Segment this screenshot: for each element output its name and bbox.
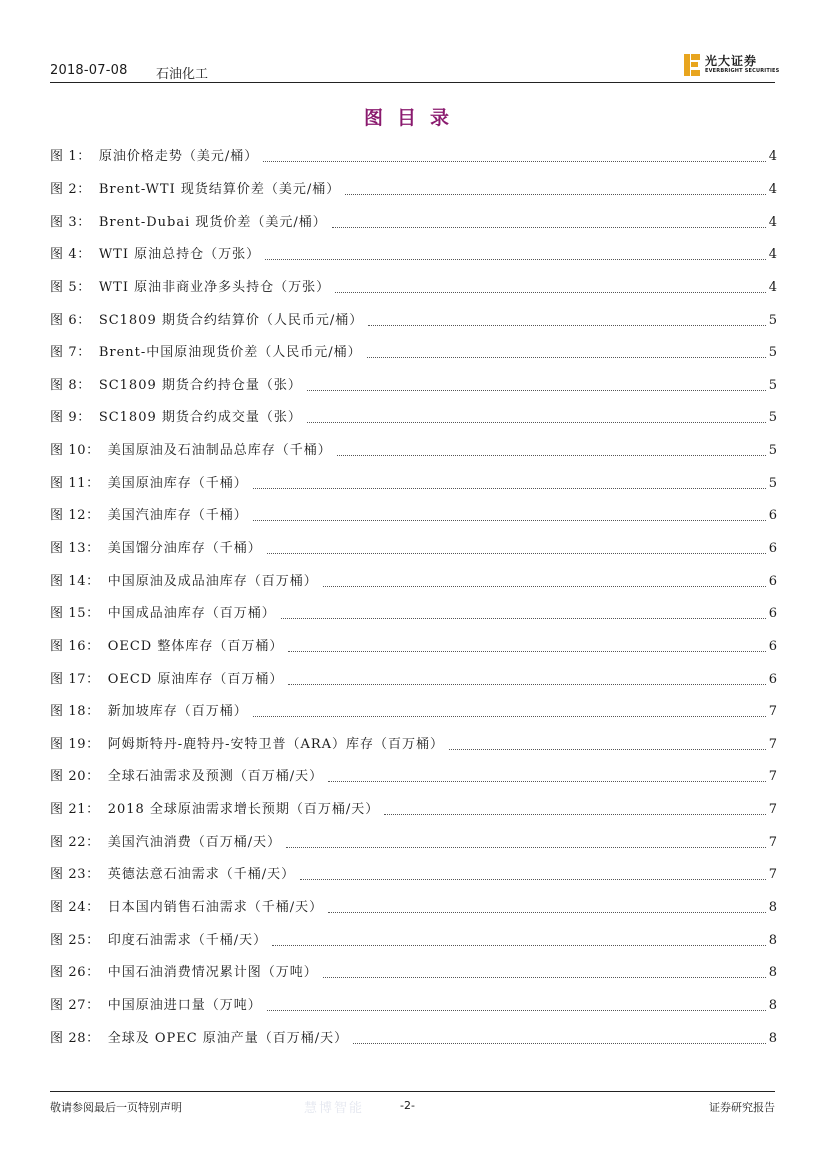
toc-page-number: 4: [768, 279, 777, 295]
toc-figure-number: 图 25：: [50, 932, 100, 948]
toc-dot-leader: [253, 519, 766, 521]
toc-dot-leader: [307, 421, 766, 423]
toc-entry[interactable]: [50, 141, 777, 174]
toc-figure-title: 印度石油需求（千桶/天）: [107, 932, 268, 948]
toc-page-number: 5: [768, 410, 777, 426]
toc-entry[interactable]: [50, 435, 777, 468]
toc-figure-title: 美国原油库存（千桶）: [107, 475, 248, 491]
toc-figure-title: 2018 全球原油需求增长预期（百万桶/天）: [107, 802, 380, 818]
toc-figure-number: 图 28：: [50, 1030, 100, 1046]
toc-dot-leader: [253, 715, 766, 717]
toc-figure-title: Brent-中国原油现货价差（人民币元/桶）: [98, 345, 362, 361]
toc-entry[interactable]: [50, 631, 777, 664]
toc-page-number: 7: [768, 867, 777, 883]
toc-figure-number: 图 5：: [50, 279, 91, 295]
toc-dot-leader: [267, 552, 766, 554]
toc-dot-leader: [345, 193, 765, 195]
toc-entry[interactable]: [50, 174, 777, 207]
toc-figure-title: 原油价格走势（美元/桶）: [98, 149, 259, 165]
toc-dot-leader: [286, 846, 766, 848]
toc-figure-title: OECD 原油库存（百万桶）: [107, 671, 284, 687]
toc-figure-number: 图 16：: [50, 638, 100, 654]
toc-figure-number: 图 14：: [50, 573, 100, 589]
toc-page-number: 7: [768, 769, 777, 785]
page-footer: [50, 1091, 775, 1118]
toc-figure-title: 日本国内销售石油需求（千桶/天）: [107, 900, 324, 916]
toc-figure-title: 美国原油及石油制品总库存（千桶）: [107, 443, 332, 459]
toc-figure-number: 图 2：: [50, 181, 91, 197]
toc-figure-number: 图 10：: [50, 443, 100, 459]
toc-page-number: 5: [768, 443, 777, 459]
toc-page-number: 6: [768, 573, 777, 589]
toc-figure-number: 图 6：: [50, 312, 91, 328]
toc-entry[interactable]: [50, 1022, 777, 1055]
toc-figure-number: 图 1：: [50, 149, 91, 165]
toc-entry[interactable]: [50, 859, 777, 892]
toc-entry[interactable]: [50, 272, 777, 305]
toc-page-number: 5: [768, 345, 777, 361]
page-number: -2-: [400, 1099, 415, 1112]
toc-dot-leader: [328, 911, 766, 913]
toc-dot-leader: [253, 487, 766, 489]
toc-page-number: 8: [768, 932, 777, 948]
toc-page-number: 5: [768, 312, 777, 328]
toc-entry[interactable]: [50, 598, 777, 631]
page-header: [50, 54, 780, 83]
toc-entry[interactable]: [50, 369, 777, 402]
toc-page-number: 4: [768, 149, 777, 165]
toc-entry[interactable]: [50, 990, 777, 1023]
footer-disclaimer: 敬请参阅最后一页特别声明: [50, 1101, 182, 1114]
toc-dot-leader: [265, 258, 766, 260]
logo-english-text: EVERBRIGHT SECURITIES: [705, 68, 780, 74]
toc-figure-title: 全球石油需求及预测（百万桶/天）: [107, 769, 324, 785]
toc-page-number: 5: [768, 377, 777, 393]
toc-figure-title: 中国石油消费情况累计图（万吨）: [107, 965, 318, 981]
toc-entry[interactable]: [50, 729, 777, 762]
toc-figure-title: Brent-Dubai 现货价差（美元/桶）: [98, 214, 327, 230]
toc-figure-number: 图 8：: [50, 377, 91, 393]
toc-entry[interactable]: [50, 794, 777, 827]
toc-page-number: 6: [768, 638, 777, 654]
toc-figure-title: 中国原油进口量（万吨）: [107, 997, 262, 1013]
toc-figure-title: 美国汽油消费（百万桶/天）: [107, 834, 282, 850]
toc-figure-title: Brent-WTI 现货结算价差（美元/桶）: [98, 181, 341, 197]
toc-figure-title: OECD 整体库存（百万桶）: [107, 638, 284, 654]
toc-page-number: 7: [768, 834, 777, 850]
toc-dot-leader: [384, 813, 765, 815]
toc-entry[interactable]: [50, 696, 777, 729]
toc-entry[interactable]: [50, 565, 777, 598]
toc-figure-number: 图 15：: [50, 606, 100, 622]
toc-entry[interactable]: [50, 500, 777, 533]
toc-page-number: 8: [768, 1030, 777, 1046]
toc-figure-number: 图 26：: [50, 965, 100, 981]
report-date: 2018-07-08: [50, 63, 128, 78]
toc-figure-number: 图 24：: [50, 900, 100, 916]
toc-dot-leader: [367, 356, 766, 358]
toc-dot-leader: [281, 617, 766, 619]
toc-page-number: 8: [768, 900, 777, 916]
toc-page-number: 8: [768, 965, 777, 981]
toc-figure-number: 图 9：: [50, 410, 91, 426]
toc-figure-number: 图 21：: [50, 802, 100, 818]
toc-entry[interactable]: [50, 402, 777, 435]
toc-figure-number: 图 7：: [50, 345, 91, 361]
toc-entry[interactable]: [50, 957, 777, 990]
toc-figure-title: 美国馏分油库存（千桶）: [107, 541, 262, 556]
toc-entry[interactable]: [50, 467, 777, 500]
toc-figure-number: 图 23：: [50, 867, 100, 883]
toc-entry[interactable]: [50, 892, 777, 925]
toc-dot-leader: [449, 748, 766, 750]
logo-chinese-text: 光大证券: [705, 54, 758, 68]
toc-figure-title: 中国原油及成品油库存（百万桶）: [107, 573, 318, 589]
toc-dot-leader: [263, 160, 766, 162]
toc-figure-number: 图 18：: [50, 704, 100, 720]
toc-figure-number: 图 20：: [50, 769, 100, 785]
toc-dot-leader: [353, 1042, 766, 1044]
toc-page-number: 7: [768, 704, 777, 720]
toc-figure-number: 图 3：: [50, 214, 91, 230]
toc-figure-title: WTI 原油非商业净多头持仓（万张）: [98, 279, 331, 295]
toc-figure-number: 图 27：: [50, 997, 100, 1013]
toc-figure-title: 阿姆斯特丹-鹿特丹-安特卫普（ARA）库存（百万桶）: [107, 736, 445, 752]
toc-entry[interactable]: [50, 761, 777, 794]
toc-entry[interactable]: [50, 304, 777, 337]
toc-page-number: 7: [768, 802, 777, 818]
toc-figure-title: SC1809 期货合约成交量（张）: [98, 410, 302, 426]
toc-figure-title: 新加坡库存（百万桶）: [107, 704, 248, 720]
toc-figure-number: 图 22：: [50, 834, 100, 850]
toc-page-number: 5: [768, 475, 777, 491]
report-type: 证券研究报告: [709, 1101, 775, 1114]
toc-page-number: 6: [768, 671, 777, 687]
toc-figure-title: 中国成品油库存（百万桶）: [107, 606, 276, 622]
toc-figure-title: WTI 原油总持仓（万张）: [98, 247, 261, 263]
toc-figure-number: 图 17：: [50, 671, 100, 687]
toc-entry[interactable]: [50, 533, 777, 566]
toc-figure-title: 全球及 OPEC 原油产量（百万桶/天）: [107, 1030, 349, 1046]
toc-figure-number: 图 19：: [50, 736, 100, 752]
toc-entry[interactable]: [50, 663, 777, 696]
toc-entry[interactable]: [50, 337, 777, 370]
figure-index-list: [50, 141, 777, 1055]
toc-dot-leader: [323, 585, 766, 587]
toc-page-number: 8: [768, 997, 777, 1013]
toc-dot-leader: [267, 1009, 766, 1011]
toc-page-number: 7: [768, 736, 777, 752]
figure-index-title: 图目录: [363, 107, 463, 129]
toc-dot-leader: [288, 683, 765, 685]
toc-entry[interactable]: [50, 826, 777, 859]
toc-dot-leader: [337, 454, 766, 456]
toc-dot-leader: [332, 226, 766, 228]
company-logo: [683, 53, 780, 79]
toc-entry[interactable]: [50, 924, 777, 957]
toc-page-number: 4: [768, 214, 777, 230]
toc-entry[interactable]: [50, 206, 777, 239]
toc-dot-leader: [323, 976, 766, 978]
toc-dot-leader: [272, 944, 766, 946]
toc-figure-title: SC1809 期货合约持仓量（张）: [98, 377, 302, 393]
toc-entry[interactable]: [50, 239, 777, 272]
toc-dot-leader: [328, 780, 766, 782]
toc-figure-number: 图 13：: [50, 541, 100, 556]
toc-page-number: 4: [768, 247, 777, 263]
report-sector: 石油化工: [156, 67, 209, 82]
everbright-logo-icon: [683, 53, 701, 77]
toc-figure-number: 图 12：: [50, 508, 100, 524]
toc-page-number: 6: [768, 541, 777, 556]
toc-figure-title: SC1809 期货合约结算价（人民币元/桶）: [98, 312, 364, 328]
footer-watermark: 慧博智能: [304, 1101, 365, 1116]
toc-figure-number: 图 11：: [50, 475, 100, 491]
toc-page-number: 4: [768, 181, 777, 197]
toc-dot-leader: [307, 389, 766, 391]
toc-dot-leader: [288, 650, 765, 652]
toc-dot-leader: [335, 291, 766, 293]
toc-figure-title: 英德法意石油需求（千桶/天）: [107, 867, 296, 883]
toc-dot-leader: [300, 878, 766, 880]
toc-dot-leader: [368, 324, 765, 326]
toc-page-number: 6: [768, 606, 777, 622]
toc-page-number: 6: [768, 508, 777, 524]
toc-figure-number: 图 4：: [50, 247, 91, 263]
toc-figure-title: 美国汽油库存（千桶）: [107, 508, 248, 524]
